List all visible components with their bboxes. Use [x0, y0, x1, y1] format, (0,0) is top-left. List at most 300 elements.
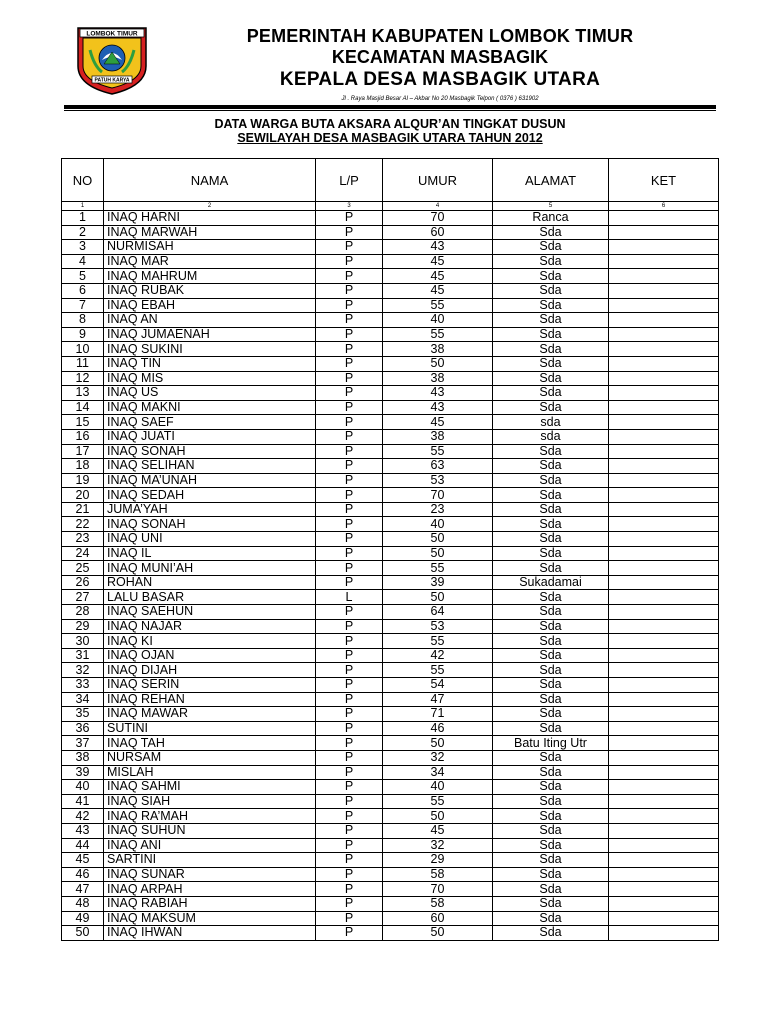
cell-lp: P: [316, 721, 383, 736]
cell-umur: 29: [383, 853, 493, 868]
cell-umur: 55: [383, 561, 493, 576]
cell-lp: P: [316, 269, 383, 284]
cell-ket: [609, 356, 719, 371]
cell-no: 17: [62, 444, 104, 459]
cell-no: 28: [62, 605, 104, 620]
cell-no: 43: [62, 823, 104, 838]
cell-nama: SUTINI: [104, 721, 316, 736]
cell-umur: 70: [383, 488, 493, 503]
cell-alamat: Sda: [493, 823, 609, 838]
table-row: [62, 911, 719, 926]
cell-umur: 70: [383, 211, 493, 226]
cell-alamat: Sda: [493, 532, 609, 547]
cell-lp: P: [316, 794, 383, 809]
cell-lp: P: [316, 575, 383, 590]
cell-lp: P: [316, 283, 383, 298]
letterhead-rule-thick: [64, 105, 716, 109]
table-row: [62, 838, 719, 853]
cell-alamat: Sda: [493, 838, 609, 853]
cell-nama: INAQ MA’UNAH: [104, 473, 316, 488]
cell-ket: [609, 692, 719, 707]
table-row: [62, 823, 719, 838]
cell-alamat: sda: [493, 415, 609, 430]
cell-alamat: Sda: [493, 400, 609, 415]
cell-nama: INAQ KI: [104, 634, 316, 649]
lombok-timur-emblem-icon: [76, 26, 148, 96]
cell-ket: [609, 298, 719, 313]
cell-ket: [609, 240, 719, 255]
logo-top-text: LOMBOK TIMUR: [86, 30, 138, 38]
table-row: [62, 692, 719, 707]
cell-alamat: Sda: [493, 590, 609, 605]
cell-ket: [609, 211, 719, 226]
table-row: [62, 459, 719, 474]
cell-nama: INAQ IHWAN: [104, 926, 316, 941]
cell-alamat: Sda: [493, 867, 609, 882]
cell-nama: INAQ JUATI: [104, 429, 316, 444]
table-row: [62, 750, 719, 765]
cell-umur: 60: [383, 225, 493, 240]
cell-umur: 47: [383, 692, 493, 707]
table-row: [62, 517, 719, 532]
cell-ket: [609, 605, 719, 620]
cell-lp: P: [316, 765, 383, 780]
table-row: [62, 532, 719, 547]
cell-nama: INAQ RA’MAH: [104, 809, 316, 824]
cell-nama: INAQ TAH: [104, 736, 316, 751]
cell-nama: INAQ UNI: [104, 532, 316, 547]
cell-no: 13: [62, 386, 104, 401]
cell-lp: P: [316, 780, 383, 795]
table-row: [62, 896, 719, 911]
cell-no: 5: [62, 269, 104, 284]
cell-lp: P: [316, 459, 383, 474]
cell-lp: P: [316, 926, 383, 941]
cell-alamat: Sda: [493, 605, 609, 620]
cell-umur: 55: [383, 444, 493, 459]
table-row: [62, 283, 719, 298]
cell-umur: 45: [383, 823, 493, 838]
cell-alamat: Sda: [493, 240, 609, 255]
cell-umur: 45: [383, 254, 493, 269]
cell-lp: P: [316, 750, 383, 765]
cell-nama: INAQ OJAN: [104, 648, 316, 663]
cell-ket: [609, 342, 719, 357]
table-header-row: [62, 159, 719, 202]
cell-lp: P: [316, 415, 383, 430]
cell-umur: 71: [383, 707, 493, 722]
cell-nama: INAQ MAKNI: [104, 400, 316, 415]
cell-ket: [609, 867, 719, 882]
cell-umur: 50: [383, 546, 493, 561]
cell-alamat: Sda: [493, 809, 609, 824]
cell-umur: 55: [383, 663, 493, 678]
table-row: [62, 298, 719, 313]
cell-ket: [609, 371, 719, 386]
cell-lp: P: [316, 400, 383, 415]
cell-lp: P: [316, 254, 383, 269]
cell-ket: [609, 853, 719, 868]
cell-umur: 32: [383, 750, 493, 765]
table-row: [62, 371, 719, 386]
table-row: [62, 356, 719, 371]
cell-no: 16: [62, 429, 104, 444]
cell-umur: 42: [383, 648, 493, 663]
cell-ket: [609, 488, 719, 503]
cell-lp: P: [316, 634, 383, 649]
cell-alamat: sda: [493, 429, 609, 444]
table-row: [62, 605, 719, 620]
cell-alamat: Sda: [493, 517, 609, 532]
table-row: [62, 809, 719, 824]
table-row: [62, 502, 719, 517]
cell-nama: INAQ SUHUN: [104, 823, 316, 838]
cell-no: 41: [62, 794, 104, 809]
cell-ket: [609, 648, 719, 663]
header-no: NO: [62, 159, 104, 202]
cell-alamat: Sda: [493, 327, 609, 342]
cell-alamat: Sda: [493, 853, 609, 868]
cell-umur: 39: [383, 575, 493, 590]
table-row: [62, 867, 719, 882]
cell-alamat: Sda: [493, 313, 609, 328]
cell-lp: P: [316, 517, 383, 532]
cell-alamat: Sda: [493, 459, 609, 474]
cell-ket: [609, 517, 719, 532]
table-row: [62, 575, 719, 590]
column-number: 6: [609, 202, 719, 211]
cell-ket: [609, 721, 719, 736]
cell-no: 11: [62, 356, 104, 371]
cell-lp: P: [316, 838, 383, 853]
cell-alamat: Sda: [493, 473, 609, 488]
cell-ket: [609, 926, 719, 941]
table-row: [62, 707, 719, 722]
cell-alamat: Sda: [493, 896, 609, 911]
cell-ket: [609, 838, 719, 853]
cell-no: 30: [62, 634, 104, 649]
table-row: [62, 634, 719, 649]
cell-umur: 58: [383, 896, 493, 911]
cell-ket: [609, 882, 719, 897]
letterhead-line-2: KECAMATAN MASBAGIK: [331, 47, 549, 67]
cell-ket: [609, 809, 719, 824]
cell-no: 50: [62, 926, 104, 941]
cell-alamat: Sda: [493, 371, 609, 386]
cell-lp: P: [316, 707, 383, 722]
cell-lp: P: [316, 678, 383, 693]
cell-no: 7: [62, 298, 104, 313]
cell-ket: [609, 736, 719, 751]
cell-umur: 53: [383, 473, 493, 488]
cell-nama: INAQ AN: [104, 313, 316, 328]
table-row: [62, 546, 719, 561]
cell-lp: P: [316, 502, 383, 517]
cell-nama: ROHAN: [104, 575, 316, 590]
cell-lp: P: [316, 532, 383, 547]
cell-umur: 40: [383, 780, 493, 795]
cell-no: 12: [62, 371, 104, 386]
cell-alamat: Sda: [493, 765, 609, 780]
cell-umur: 50: [383, 809, 493, 824]
cell-no: 4: [62, 254, 104, 269]
cell-nama: NURSAM: [104, 750, 316, 765]
letterhead-line-3: KEPALA DESA MASBAGIK UTARA: [279, 69, 601, 90]
cell-alamat: Sda: [493, 502, 609, 517]
table-row: [62, 561, 719, 576]
cell-umur: 64: [383, 605, 493, 620]
cell-ket: [609, 823, 719, 838]
table-row: [62, 882, 719, 897]
cell-lp: P: [316, 488, 383, 503]
cell-alamat: Sda: [493, 911, 609, 926]
cell-alamat: Sda: [493, 619, 609, 634]
table-row: [62, 429, 719, 444]
cell-no: 19: [62, 473, 104, 488]
cell-no: 6: [62, 283, 104, 298]
cell-nama: NURMISAH: [104, 240, 316, 255]
cell-alamat: Batu Iting Utr: [493, 736, 609, 751]
cell-lp: P: [316, 211, 383, 226]
cell-alamat: Sda: [493, 254, 609, 269]
cell-ket: [609, 780, 719, 795]
cell-umur: 23: [383, 502, 493, 517]
cell-umur: 40: [383, 517, 493, 532]
cell-nama: INAQ MAR: [104, 254, 316, 269]
table-row: [62, 400, 719, 415]
cell-umur: 58: [383, 867, 493, 882]
cell-no: 20: [62, 488, 104, 503]
cell-no: 26: [62, 575, 104, 590]
cell-no: 42: [62, 809, 104, 824]
cell-alamat: Sda: [493, 561, 609, 576]
cell-no: 37: [62, 736, 104, 751]
cell-lp: P: [316, 648, 383, 663]
cell-no: 22: [62, 517, 104, 532]
cell-lp: P: [316, 692, 383, 707]
cell-ket: [609, 254, 719, 269]
cell-no: 24: [62, 546, 104, 561]
table-row: [62, 313, 719, 328]
cell-nama: INAQ SERIN: [104, 678, 316, 693]
cell-ket: [609, 678, 719, 693]
cell-nama: INAQ JUMAENAH: [104, 327, 316, 342]
cell-no: 49: [62, 911, 104, 926]
cell-no: 39: [62, 765, 104, 780]
cell-nama: INAQ NAJAR: [104, 619, 316, 634]
cell-nama: INAQ SONAH: [104, 444, 316, 459]
cell-no: 2: [62, 225, 104, 240]
table-row: [62, 269, 719, 284]
table-row: [62, 678, 719, 693]
cell-alamat: Sda: [493, 750, 609, 765]
column-number: 1: [62, 202, 104, 211]
cell-nama: INAQ SAEHUN: [104, 605, 316, 620]
cell-nama: INAQ US: [104, 386, 316, 401]
column-number-row: [62, 202, 719, 211]
table-row: [62, 663, 719, 678]
cell-no: 45: [62, 853, 104, 868]
cell-lp: P: [316, 911, 383, 926]
cell-nama: INAQ MUNI’AH: [104, 561, 316, 576]
cell-lp: P: [316, 663, 383, 678]
cell-nama: INAQ SUKINI: [104, 342, 316, 357]
cell-alamat: Sda: [493, 648, 609, 663]
cell-no: 48: [62, 896, 104, 911]
cell-lp: P: [316, 561, 383, 576]
cell-no: 32: [62, 663, 104, 678]
cell-nama: INAQ RABIAH: [104, 896, 316, 911]
cell-ket: [609, 896, 719, 911]
cell-no: 15: [62, 415, 104, 430]
cell-no: 25: [62, 561, 104, 576]
cell-umur: 55: [383, 634, 493, 649]
cell-nama: INAQ MAKSUM: [104, 911, 316, 926]
cell-nama: INAQ ARPAH: [104, 882, 316, 897]
cell-lp: P: [316, 896, 383, 911]
cell-ket: [609, 473, 719, 488]
cell-ket: [609, 546, 719, 561]
cell-lp: P: [316, 225, 383, 240]
table-row: [62, 736, 719, 751]
cell-lp: P: [316, 809, 383, 824]
cell-no: 3: [62, 240, 104, 255]
cell-ket: [609, 400, 719, 415]
cell-alamat: Sda: [493, 882, 609, 897]
column-number: 4: [383, 202, 493, 211]
cell-nama: INAQ MIS: [104, 371, 316, 386]
cell-ket: [609, 225, 719, 240]
document-title-line-1: DATA WARGA BUTA AKSARA ALQUR’AN TINGKAT DUSUN: [214, 117, 566, 131]
cell-no: 33: [62, 678, 104, 693]
cell-nama: INAQ IL: [104, 546, 316, 561]
cell-no: 36: [62, 721, 104, 736]
cell-alamat: Sda: [493, 780, 609, 795]
header-ket: KET: [609, 159, 719, 202]
table-row: [62, 488, 719, 503]
cell-alamat: Sda: [493, 926, 609, 941]
cell-alamat: Sda: [493, 546, 609, 561]
cell-umur: 50: [383, 926, 493, 941]
cell-ket: [609, 502, 719, 517]
cell-nama: INAQ SEDAH: [104, 488, 316, 503]
cell-umur: 50: [383, 532, 493, 547]
cell-nama: INAQ REHAN: [104, 692, 316, 707]
letterhead-rule-thin: [64, 110, 716, 111]
table-row: [62, 415, 719, 430]
cell-no: 14: [62, 400, 104, 415]
cell-ket: [609, 590, 719, 605]
header-alamat: ALAMAT: [493, 159, 609, 202]
cell-nama: INAQ MARWAH: [104, 225, 316, 240]
cell-no: 21: [62, 502, 104, 517]
cell-alamat: Sukadamai: [493, 575, 609, 590]
data-table: [61, 158, 719, 941]
cell-ket: [609, 561, 719, 576]
cell-lp: P: [316, 444, 383, 459]
cell-alamat: Sda: [493, 634, 609, 649]
cell-ket: [609, 707, 719, 722]
cell-umur: 43: [383, 386, 493, 401]
cell-ket: [609, 663, 719, 678]
header-lp: L/P: [316, 159, 383, 202]
cell-lp: P: [316, 342, 383, 357]
cell-nama: INAQ MAWAR: [104, 707, 316, 722]
cell-nama: SARTINI: [104, 853, 316, 868]
cell-umur: 50: [383, 736, 493, 751]
cell-lp: P: [316, 371, 383, 386]
cell-ket: [609, 415, 719, 430]
letterhead: [160, 26, 720, 104]
cell-umur: 70: [383, 882, 493, 897]
cell-umur: 55: [383, 327, 493, 342]
cell-nama: INAQ SUNAR: [104, 867, 316, 882]
cell-umur: 38: [383, 371, 493, 386]
cell-nama: INAQ ANI: [104, 838, 316, 853]
table-row: [62, 225, 719, 240]
cell-lp: L: [316, 590, 383, 605]
cell-lp: P: [316, 546, 383, 561]
cell-umur: 45: [383, 283, 493, 298]
cell-umur: 43: [383, 240, 493, 255]
cell-umur: 60: [383, 911, 493, 926]
cell-nama: JUMA’YAH: [104, 502, 316, 517]
cell-lp: P: [316, 429, 383, 444]
cell-alamat: Sda: [493, 356, 609, 371]
cell-lp: P: [316, 356, 383, 371]
cell-nama: INAQ SONAH: [104, 517, 316, 532]
document-title: [100, 117, 680, 145]
cell-no: 38: [62, 750, 104, 765]
cell-ket: [609, 750, 719, 765]
cell-alamat: Ranca: [493, 211, 609, 226]
table-row: [62, 342, 719, 357]
cell-alamat: Sda: [493, 386, 609, 401]
cell-alamat: Sda: [493, 269, 609, 284]
table-body: [62, 211, 719, 941]
cell-ket: [609, 794, 719, 809]
cell-no: 9: [62, 327, 104, 342]
cell-lp: P: [316, 736, 383, 751]
cell-lp: P: [316, 882, 383, 897]
cell-umur: 34: [383, 765, 493, 780]
cell-no: 46: [62, 867, 104, 882]
column-number: 5: [493, 202, 609, 211]
table-row: [62, 648, 719, 663]
cell-nama: INAQ SIAH: [104, 794, 316, 809]
cell-ket: [609, 532, 719, 547]
cell-ket: [609, 575, 719, 590]
cell-nama: MISLAH: [104, 765, 316, 780]
cell-lp: P: [316, 619, 383, 634]
cell-ket: [609, 911, 719, 926]
cell-nama: INAQ EBAH: [104, 298, 316, 313]
cell-umur: 45: [383, 415, 493, 430]
table-row: [62, 780, 719, 795]
cell-no: 8: [62, 313, 104, 328]
cell-umur: 54: [383, 678, 493, 693]
cell-ket: [609, 313, 719, 328]
cell-alamat: Sda: [493, 794, 609, 809]
cell-alamat: Sda: [493, 692, 609, 707]
cell-nama: INAQ HARNI: [104, 211, 316, 226]
cell-alamat: Sda: [493, 225, 609, 240]
table-row: [62, 721, 719, 736]
cell-lp: P: [316, 605, 383, 620]
cell-nama: INAQ RUBAK: [104, 283, 316, 298]
cell-alamat: Sda: [493, 342, 609, 357]
cell-alamat: Sda: [493, 707, 609, 722]
